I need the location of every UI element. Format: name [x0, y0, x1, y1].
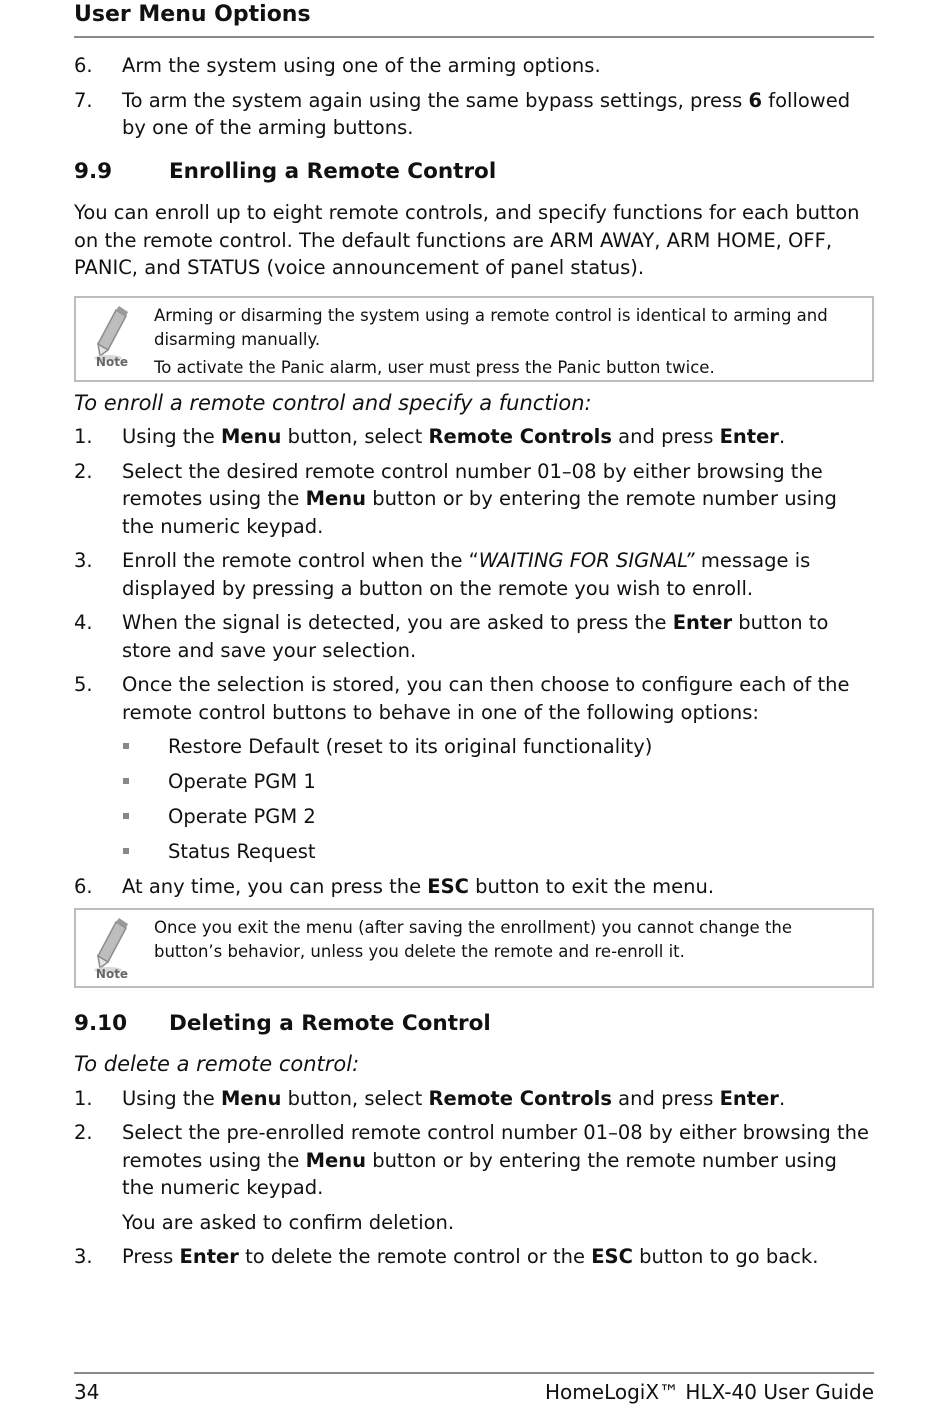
step-text: . [778, 425, 786, 448]
step-text: message is displayed by pressing a button on the remote you wish to enroll. [122, 549, 811, 600]
note-pencil-icon [86, 306, 138, 376]
step-number: 3. [74, 1245, 93, 1268]
step-text: button or by entering the remote number using the numeric keypad. [122, 487, 837, 538]
option-item [74, 733, 874, 761]
note-box [74, 908, 874, 988]
list-item [74, 423, 874, 451]
note-pencil-icon [86, 918, 138, 988]
note-box [74, 296, 874, 382]
list-item [74, 1119, 874, 1236]
step-number: 2. [74, 459, 93, 483]
menu-label: Remote Controls [428, 1086, 612, 1110]
note-text: To activate the Panic alarm, user must press the Panic button twice. [154, 357, 715, 377]
key-label: Menu [305, 1148, 366, 1172]
step-text: At any time, you can press the [122, 875, 428, 898]
step-number: 6. [74, 54, 93, 77]
section-heading [74, 158, 874, 186]
section-title: Enrolling a Remote Control [169, 158, 497, 184]
step-subtext: You are asked to confirm deletion. [122, 1210, 455, 1234]
note-text: Arming or disarming the system using a remote control is identical to arming and disarming manually. [154, 305, 828, 349]
option-item [74, 838, 874, 866]
step-text: Arm the system using one of the arming options. [122, 54, 601, 77]
list-item [74, 547, 874, 602]
key-label: Enter [719, 425, 779, 448]
option-item [74, 768, 874, 796]
page-footer [74, 1372, 874, 1410]
step-text: followed by one of the arming buttons. [122, 88, 851, 139]
step-number: 7. [74, 88, 93, 112]
step-text: button to exit the menu. [468, 875, 715, 898]
key-label: ESC [591, 1245, 633, 1268]
menu-label: Remote Controls [428, 425, 612, 448]
page-number: 34 [74, 1380, 100, 1404]
bullet-icon [123, 778, 129, 784]
section-number: 9.10 [74, 1010, 128, 1036]
step-number: 3. [74, 549, 93, 572]
list-item [74, 458, 874, 541]
list-item [74, 87, 874, 142]
note-label: Note [95, 354, 129, 369]
step-number: 4. [74, 611, 93, 634]
step-text: button, select [281, 1086, 429, 1110]
step-text: Enroll the remote control when the “ [122, 549, 479, 572]
list-item [74, 609, 874, 664]
key-label: 6 [748, 88, 763, 112]
key-label: Enter [672, 611, 733, 634]
step-number: 1. [74, 1086, 93, 1110]
section-title: Deleting a Remote Control [169, 1010, 491, 1036]
display-message: WAITING FOR SIGNAL” [478, 549, 695, 572]
option-text: Operate PGM 2 [168, 805, 316, 828]
key-label: ESC [427, 875, 469, 898]
section-heading [74, 1010, 874, 1038]
step-text: To arm the system again using the same bypass settings, press [122, 88, 749, 112]
step-text: Select the desired remote control number 01–08 by either browsing the remotes using the [122, 459, 823, 510]
step-text: button or by entering the remote number using the numeric keypad. [122, 1148, 837, 1199]
note-text: Once you exit the menu (after saving the enrollment) you cannot change the button’s behavior, unless you delete the remote and re-enroll it. [154, 917, 793, 961]
note-label: Note [95, 966, 129, 981]
bullet-icon [123, 813, 129, 819]
step-text: button to go back. [632, 1245, 819, 1268]
header-title: User Menu Options [74, 2, 311, 27]
step-text: and press [611, 1086, 720, 1110]
bullet-icon [123, 743, 129, 749]
step-text: Press [122, 1245, 180, 1268]
step-text: Using the [122, 425, 221, 448]
step-text: Once the selection is stored, you can then choose to configure each of the remote control buttons to behave in one of the following options: [122, 673, 850, 724]
list-item [74, 1243, 874, 1271]
list-item [74, 671, 874, 726]
step-number: 6. [74, 875, 93, 898]
procedure-title: To delete a remote control: [74, 1052, 360, 1076]
step-text: button, select [281, 425, 429, 448]
option-item [74, 803, 874, 831]
page-header [74, 0, 874, 38]
procedure-title: To enroll a remote control and specify a function: [74, 390, 592, 415]
page-content [74, 52, 874, 1278]
section-paragraph: You can enroll up to eight remote controls, and specify functions for each button on the remote control. The default functions are ARM AWAY, ARM HOME, OFF, PANIC, and STATUS (voice announcement of panel status). [74, 201, 860, 279]
list-item [74, 873, 874, 901]
step-number: 1. [74, 425, 93, 448]
step-number: 2. [74, 1121, 93, 1144]
section-number: 9.9 [74, 158, 113, 184]
option-text: Status Request [168, 840, 316, 863]
option-text: Operate PGM 1 [168, 770, 316, 793]
step-text: Select the pre-enrolled remote control number 01–08 by either browsing the remotes using the [122, 1121, 869, 1172]
key-label: Enter [179, 1245, 239, 1268]
list-item [74, 52, 874, 80]
option-text: Restore Default (reset to its original functionality) [168, 735, 653, 758]
step-text: and press [611, 425, 720, 448]
bullet-icon [123, 848, 129, 854]
list-item [74, 1085, 874, 1113]
step-text: button to store and save your selection. [122, 611, 829, 662]
step-text: . [778, 1086, 786, 1110]
step-number: 5. [74, 673, 93, 696]
key-label: Menu [221, 1086, 282, 1110]
step-text: to delete the remote control or the [238, 1245, 592, 1268]
key-label: Menu [305, 487, 366, 510]
key-label: Enter [719, 1086, 779, 1110]
step-text: Using the [122, 1086, 221, 1110]
step-text: When the signal is detected, you are asked to press the [122, 611, 673, 634]
key-label: Menu [221, 425, 282, 448]
guide-title: HomeLogiX™ HLX-40 User Guide [545, 1380, 874, 1404]
